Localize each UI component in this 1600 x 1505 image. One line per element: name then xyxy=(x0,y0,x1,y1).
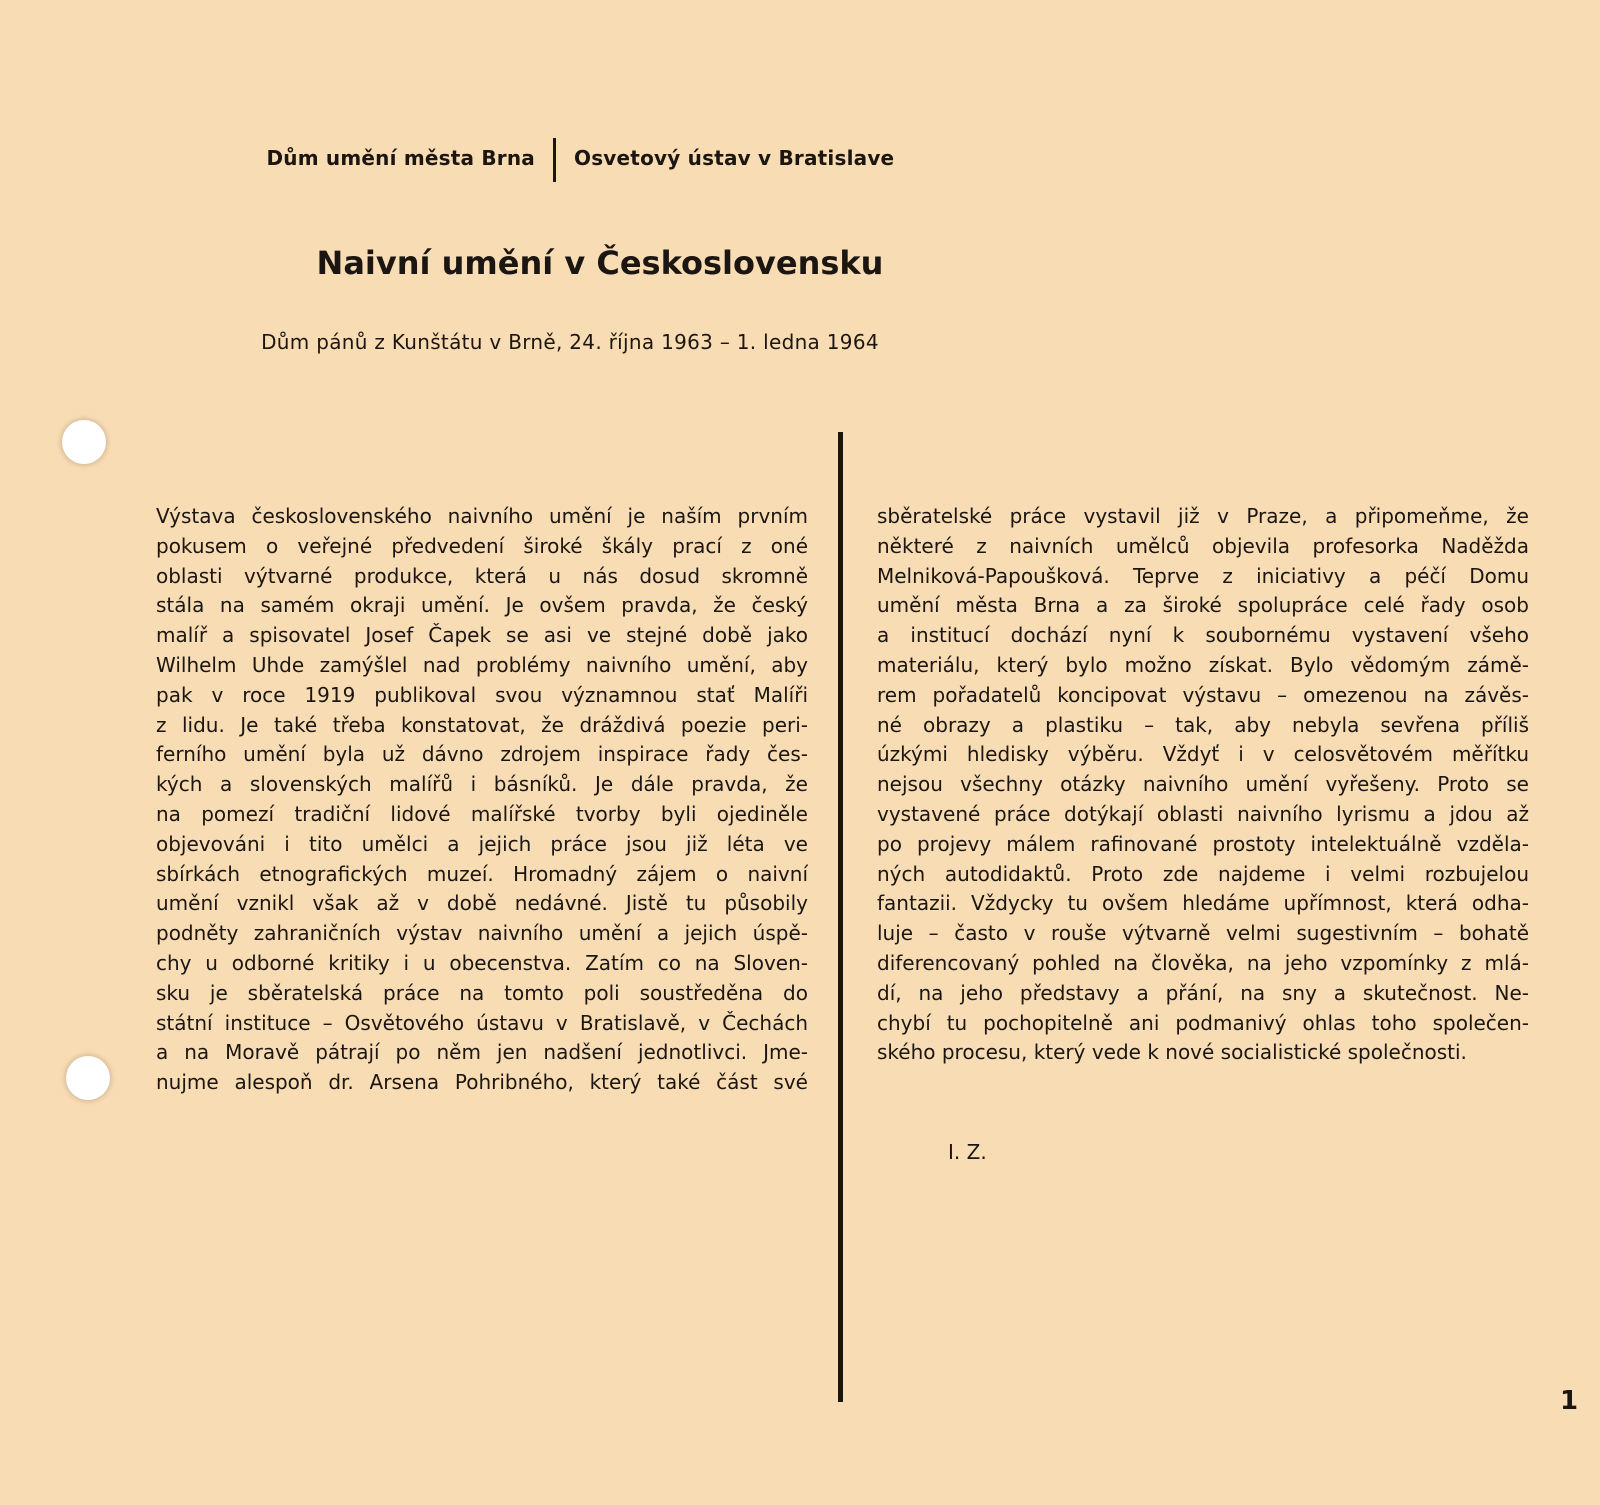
text-line: státní instituce – Osvětového ústavu v Bratislavě, v Čechách xyxy=(156,1010,808,1035)
text-line: podněty zahraničních výstav naivního umění a jejich úspě- xyxy=(156,921,808,946)
text-line: dí, na jeho představy a přání, na sny a skutečnost. Ne- xyxy=(877,980,1529,1005)
author-initials: I. Z. xyxy=(948,1140,987,1164)
text-line: sku je sběratelská práce na tomto poli soustředěna do xyxy=(156,980,808,1005)
text-line: umění města Brna a za široké spolupráce celé řady osob xyxy=(877,593,1529,618)
text-line: a institucí dochází nyní k soubornému vystavení všeho xyxy=(877,623,1529,648)
text-line: kých a slovenských malířů i básníků. Je dále pravda, že xyxy=(156,772,808,797)
punch-hole xyxy=(62,420,106,464)
text-line: pak v roce 1919 publikoval svou významnou stať Malíři xyxy=(156,682,808,707)
text-line: po projevy málem rafinované prostoty intelektuálně vzděla- xyxy=(877,831,1529,856)
text-line: chy u odborné kritiky i u obecenstva. Zatím co na Sloven- xyxy=(156,950,808,975)
page-title: Naivní umění v Československu xyxy=(316,244,884,282)
text-line: a na Moravě pátrají po něm jen nadšení jednotlivci. Jme- xyxy=(156,1040,808,1065)
text-line: vystavené práce dotýkají oblasti naivního lyrismu a jdou až xyxy=(877,801,1529,826)
text-line: Melniková-Papoušková. Teprve z iniciativy a péčí Domu xyxy=(877,563,1529,588)
text-line: rem pořadatelů koncipovat výstavu – omezenou na závěs- xyxy=(877,682,1529,707)
text-line: některé z naivních umělců objevila profesorka Naděžda xyxy=(877,533,1529,558)
text-line: ského procesu, který vede k nové socialistické společnosti. xyxy=(877,1040,1467,1065)
text-line: sbírkách etnografických muzeí. Hromadný zájem o naivní xyxy=(156,861,808,886)
text-line: malíř a spisovatel Josef Čapek se asi ve stejné době jako xyxy=(156,623,808,648)
text-line: Výstava československého naivního umění je naším prvním xyxy=(156,504,808,528)
left-column xyxy=(156,502,808,1098)
page-number: 1 xyxy=(1560,1386,1579,1416)
text-line: materiálu, který bylo možno získat. Bylo vědomým zámě- xyxy=(877,652,1529,677)
text-line: stála na samém okraji umění. Je ovšem pravda, že český xyxy=(156,593,808,618)
text-line: Wilhelm Uhde zamýšlel nad problémy naivního umění, aby xyxy=(156,652,808,677)
text-line: né obrazy a plastiku – tak, aby nebyla sevřena příliš xyxy=(877,712,1529,737)
text-line: oblasti výtvarné produkce, která u nás dosud skromně xyxy=(156,563,808,588)
punch-hole xyxy=(66,1056,110,1100)
text-line: luje – často v rouše výtvarně velmi sugestivním – bohatě xyxy=(877,921,1529,946)
text-line: úzkými hledisky výběru. Vždyť i v celosvětovém měřítku xyxy=(877,742,1529,767)
text-line: sběratelské práce vystavil již v Praze, a připomeňme, že xyxy=(877,504,1529,528)
text-line: umění vznikl však až v době nedávné. Jistě tu působily xyxy=(156,891,808,916)
text-line: ferního umění byla už dávno zdrojem inspirace řady čes- xyxy=(156,742,808,767)
column-divider xyxy=(838,432,843,1402)
text-line: z lidu. Je také třeba konstatovat, že dráždivá poezie peri- xyxy=(156,712,808,737)
text-line: nejsou všechny otázky naivního umění vyřešeny. Proto se xyxy=(877,772,1529,797)
text-line: fantazii. Vždycky tu ovšem hledáme upřímnost, která odha- xyxy=(877,891,1529,916)
text-line: ných autodidaktů. Proto zde najdeme i velmi rozbujelou xyxy=(877,861,1529,886)
text-line: nujme alespoň dr. Arsena Pohribného, který také část své xyxy=(156,1070,808,1095)
right-column xyxy=(877,502,1529,1068)
text-line: objevováni i tito umělci a jejich práce jsou již léta ve xyxy=(156,831,808,856)
header-right-institution: Osvetový ústav v Bratislave xyxy=(574,146,895,170)
text-line: chybí tu pochopitelně ani podmanivý ohlas toho společen- xyxy=(877,1010,1529,1035)
header-left-institution: Dům umění města Brna xyxy=(266,146,535,170)
text-line: na pomezí tradiční lidové malířské tvorby byli ojediněle xyxy=(156,801,808,826)
text-line: diferencovaný pohled na člověka, na jeho vzpomínky z mlá- xyxy=(877,950,1529,975)
header xyxy=(0,138,1600,186)
page-subtitle: Dům pánů z Kunštátu v Brně, 24. října 1963 – 1. ledna 1964 xyxy=(261,330,879,354)
header-divider xyxy=(553,138,556,182)
text-line: pokusem o veřejné předvedení široké škály prací z oné xyxy=(156,533,808,558)
